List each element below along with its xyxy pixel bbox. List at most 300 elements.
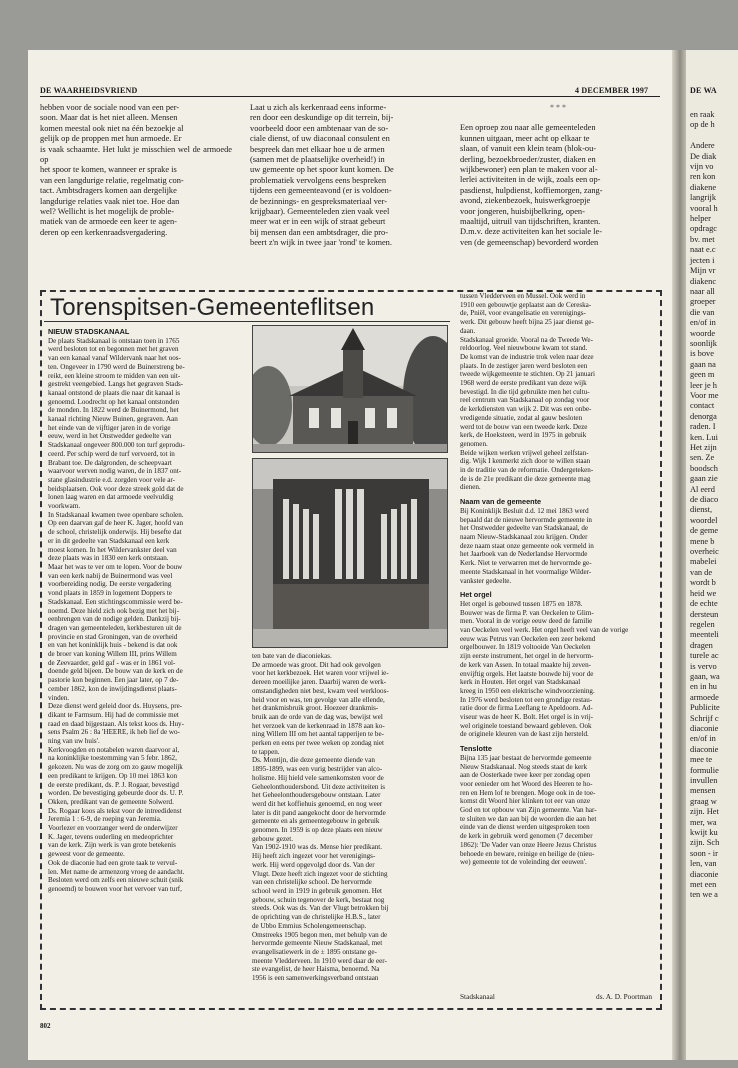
text-line (690, 131, 738, 141)
text-line: gaan na (690, 359, 716, 369)
text-line: gaan, wa (690, 671, 720, 681)
text-line: Maar het was te ver om te lopen. Voor de bouw (48, 562, 183, 571)
text-line: wordt b (690, 578, 716, 588)
church-photo (252, 325, 448, 453)
text-line: het Jaarboek van de Nederlandse Hervormde (460, 550, 588, 559)
text-line: reel centrum van Stadskanaal op zondag voor (460, 396, 590, 405)
text-line: envijftig orgels. Het laatste bouwde hij voor de (460, 669, 594, 678)
signature-place: Stadskanaal (460, 992, 495, 1001)
text-line: 1956 is een samenwerkingsverband ontstaan (252, 974, 379, 983)
text-line: mee te (690, 755, 713, 765)
text-line: kwijt ku (690, 828, 718, 838)
text-line: Stadskanaal ongeveer 800.000 ton turf geprodu- (48, 441, 185, 450)
text-line: kerk, de Hoeksteen, werd in 1975 in gebruik (460, 431, 587, 440)
church-illustration (253, 326, 448, 453)
text-line: vredigende situatie, zodat al gauw besloten (460, 413, 583, 422)
text-line: de Zeevaarder, geld gaf - was er in 1861 vol- (48, 658, 176, 667)
text-line: Kerk. Niet te verwarren met de hervormde ge- (460, 559, 592, 568)
text-line: len, van (690, 859, 717, 869)
text-line: heid voor en was, ten gevolge van alle ellende, (252, 695, 385, 704)
text-line: Mijn vr (690, 266, 716, 276)
text-line: die van (690, 307, 715, 317)
text-line: Vlugt. Deze heeft zich ingezet voor de stichting (252, 869, 388, 878)
text-line: tweede wijkgemeente te stichten. Op 21 januari (460, 370, 595, 379)
text-line: orgelbouwer. In 1819 voltooide Van Oeckelen (460, 643, 591, 652)
text-line: de broer van koning Willem III, prins Willem (48, 650, 177, 659)
text-line: dikant te Farmsum. Hij had de commissie met (48, 710, 179, 719)
text-line: bv. met (690, 234, 715, 244)
feature-column-3 (460, 292, 656, 867)
text-line: is bove (690, 349, 714, 359)
text-line: perken en eens per twee weken op zondag niet (252, 739, 384, 748)
text-line: naar all (690, 286, 715, 296)
text-line: dienen. (460, 483, 481, 492)
signature-name: ds. A. D. Poortman (596, 992, 652, 1001)
text-line: armoede (690, 692, 719, 702)
text-line: Ook de diaconie had een grote taak te vervul- (48, 858, 178, 867)
text-line: het drankmisbruik groot. Hoezeer drankmis- (252, 704, 379, 713)
text-line: Bij Koninklijk Besluit d.d. 12 mei 1863 werd (460, 506, 589, 515)
text-line: van een kerk nabij de Buinermond was veel (48, 571, 173, 580)
text-line: werd dit het koffiehuis genoemd, en nog weer (252, 799, 383, 808)
text-line: langdurige relaties vaak niet toe. Hoe dan (40, 196, 180, 206)
text-line: Bouwer was de firma P. van Oeckelen te Glim- (460, 608, 594, 617)
text-line: mene b (690, 536, 715, 546)
text-line: ven (de gemeenschap) bevorderd worden (460, 237, 599, 247)
text-line: dig. Wijk I kenmerkt zich door te willen staan (460, 457, 591, 466)
text-line: geen m (690, 370, 715, 380)
text-line: slaan, of vanuit een klein team (blok-ou- (460, 144, 597, 154)
text-line: eeuw was Petrus van Oeckelen een zeer bekend (460, 634, 596, 643)
text-line: tact. Ambtsdragers komen aan dergelijke (40, 186, 177, 196)
text-line: Jeremia 1 : 6-9, de roeping van Jeremia. (48, 815, 162, 824)
text-line: langrijk (690, 193, 717, 203)
text-line: op de h (690, 120, 715, 130)
text-line: genomen. (460, 439, 488, 448)
text-line: dragen van gemeenteleden, kerkbesturen uit de (48, 623, 182, 632)
text-line: ren kon (690, 172, 716, 182)
text-line: reikt, een kleine stroom te midden van een uit- (48, 371, 181, 380)
text-line: bruik aan de orde van de dag was, bewijst wel (252, 712, 383, 721)
text-line: krijgbaar). Gemeenteleden zien vaak veel (250, 207, 390, 217)
text-line: D.m.v. deze activiteiten kan het sociale le- (460, 227, 603, 237)
text-line: contact (690, 401, 715, 411)
text-line: diaconie (690, 869, 719, 879)
text-line: voorbeeld door een ambtenaar van de so- (250, 123, 389, 133)
text-line: opdragc (690, 224, 717, 234)
text-line: de originele kleuren van de kast zijn hersteld. (460, 730, 589, 739)
text-line: steeds. Ook was ds. Van der Vlugt betrokken bij (252, 904, 389, 913)
page-number: 802 (40, 1022, 51, 1030)
text-line: Beide wijken werken vrijwel geheel zelfstan- (460, 448, 589, 457)
text-line: ten bate van de diaconiekas. (252, 652, 332, 660)
header-date: 4 DECEMBER 1997 (575, 86, 649, 95)
text-line: diakenc (690, 276, 717, 286)
text-line: het spoor te komen, wanneer er sprake is (40, 165, 177, 175)
text-line: het Geheelonthoudersgebouw ontstaan. Later (252, 791, 381, 800)
text-line: aan de Oosterkade twee keer per zondag open (460, 771, 591, 780)
text-line: worden. De bevestiging gebeurde door ds. U. P. (48, 789, 184, 798)
text-line: werk. Hij werd opgevolgd door ds. Van der (252, 860, 375, 869)
text-line: evangelisatiewerk in de ± 1895 ontstane ge- (252, 947, 377, 956)
text-line: diakene (690, 182, 717, 192)
text-line: bespreek dan met elkaar hoe u de armen (250, 144, 385, 154)
text-line: raad en daad bijgestaan. Als tekst koos ds. Huy- (48, 719, 184, 728)
text-line: kanaal ontstond de plaats die naar dit kanaal is (48, 388, 180, 397)
text-line: de eerste predikant, ds. P. J. Rogaar, bevestigd (48, 780, 179, 789)
text-line: genoemd. Loodrecht op het kanaal ontstonden (48, 397, 180, 406)
text-line: er in dit gedeelte van Stadskanaal een kerk (48, 536, 170, 545)
text-line: hervormde gemeente Nieuw Stadskanaal, met (252, 939, 383, 948)
text-line: van Oeckelen veel werk. Het orgel heeft veel van de vorige (460, 626, 629, 635)
text-line: Okken, predikant van de gemeente Solwerd. (48, 797, 174, 806)
text-line: later is dit pand aangekocht door de hervormde (252, 808, 386, 817)
text-line: De armoede was groot. Dit had ook gevolgen (252, 660, 381, 669)
text-line: cember 1862, kon de inwijdingsdienst plaats- (48, 684, 177, 693)
text-line: tussen Vledderveen en Mussel. Ook werd in (460, 292, 586, 300)
text-line: van de (690, 567, 713, 577)
text-line: en van het koninklijk huis - bekend is dat ook (48, 641, 178, 650)
text-line: wel? Wellicht is het mogelijk de proble- (40, 207, 175, 217)
text-line: soon - ir (690, 848, 718, 858)
text-line: woorde (690, 328, 716, 338)
text-line: stane glasindustrie e.d. zorgden voor vele ar- (48, 475, 175, 484)
text-line: wijkbewoner) een plan te maken voor al- (460, 165, 598, 175)
text-line: problematiek vervolgens eens bespreken (250, 175, 387, 185)
text-line: invullen (690, 776, 718, 785)
text-line: naam Nieuw-Stadskanaal zou krijgen. Onder (460, 532, 588, 541)
text-line: plaats. In de zestiger jaren werd besloten een (460, 361, 588, 370)
text-line: tijdens een gemeenteavond (er is voldoen- (250, 186, 392, 196)
text-line: van een kanaal vanaf Wildervank naar het oos- (48, 354, 181, 363)
text-line: Ds. Montijn, die deze gemeente diende van (252, 756, 375, 765)
text-line: naat e.c (690, 245, 716, 255)
text-line: (samen met de plaatselijke overheid!) in (250, 155, 385, 165)
text-line: God en tot opbouw van Zijn gemeente. Van har- (460, 806, 597, 815)
text-line: en raak (690, 110, 715, 119)
text-line: De plaats Stadskanaal is ontstaan toen in 1765 (48, 336, 180, 345)
text-line: deze naam staat onze gemeente ook vermeld in (460, 541, 594, 550)
text-line: Nieuw Stadskanaal. Nog steeds staat de kerk (460, 762, 588, 771)
text-line: Het zijn (690, 443, 717, 452)
text-line: vond plaats in 1859 in logement Doppers te (48, 589, 172, 598)
text-line: vankster gedeelte. (460, 576, 512, 585)
text-line: van een christelijke school. De hervormde (252, 878, 372, 887)
text-line: helper (690, 214, 711, 224)
text-line: voor eenieder om het Woord des Heeren te ho- (460, 779, 593, 788)
text-line: In 1976 werd besloten tot een grondige restau- (460, 695, 593, 704)
text-line: kanaal richting Nieuw Buinen, gegraven. Aan (48, 415, 178, 424)
text-line: mabelei (690, 557, 717, 567)
text-line: groeper (690, 297, 716, 307)
text-line: komst dit Woord hier klinken tot eer van onze (460, 797, 591, 806)
text-line: ning van uw huis'. (48, 737, 100, 746)
text-line: 1968 werd de eerste predikant van deze wijk (460, 379, 587, 388)
text-line: het verzoek van de kerkenraad in 1878 aan ko- (252, 721, 385, 730)
organ-photo (252, 458, 448, 648)
text-line: Laat u zich als kerkenraad eens informe- (250, 103, 387, 112)
text-line: De komst van de industrie trok velen naar deze (460, 352, 594, 361)
text-line: Geheelonthoudersbond. Uit deze activiteiten is (252, 782, 385, 791)
text-line: Bijna 135 jaar bestaat de hervormde gemeente (460, 753, 592, 762)
text-line: de oprichting van de christelijke H.B.S., later (252, 913, 381, 922)
signature (460, 992, 652, 1001)
text-line: de is de 21e predikant die deze gemeente mag (460, 474, 591, 483)
text-line: gemeente en als gemeentegebouw in gebruik (252, 817, 380, 826)
text-line: uw gemeente op het spoor kunt komen. De (250, 165, 394, 175)
text-line: voorbereiding nodig. De eerste vergadering (48, 580, 172, 589)
text-line: hebben voor de sociale nood van een per- (40, 103, 180, 112)
text-line: gelijk op de proppen met hun armoede. Er (40, 134, 182, 144)
text-line: gaan zie (690, 474, 718, 484)
text-line: kreeg in 1950 een elektrische windvoorziening. (460, 686, 595, 695)
text-line: het einde van de vijftiger jaren in de vorige (48, 423, 171, 432)
text-line: men. Vooral in de vorige eeuw deed de familie (460, 617, 593, 626)
text-line: meente Vledderveen. In 1910 werd daar de eer- (252, 956, 387, 965)
text-line: Publicite (690, 703, 720, 713)
text-line: een predikant te krijgen. Op 10 mei 1863 kon (48, 771, 178, 780)
text-line: in de traditie van de reformatie. Ondergeteken- (460, 466, 594, 475)
text-line: len. Met name de armenzorg vroeg de aandacht. (48, 867, 185, 876)
text-line: kerk in Houten. Het orgel van Stadskanaal (460, 678, 581, 687)
text-line: boodsch (690, 463, 718, 473)
text-line: derling, bezoekbroeder/zuster, diaken en (460, 154, 596, 164)
text-line: ratie door de firma Leeflang te Apeldoorn. Ad- (460, 704, 593, 713)
text-line: genomen. In 1959 is op deze plaats een nieuw (252, 826, 383, 835)
text-line: deren op een kerkenraadsvergadering. (40, 227, 168, 237)
text-line: met een (690, 880, 717, 890)
text-line: te tappen. (252, 747, 280, 756)
intro-column-1 (40, 103, 232, 238)
text-line: komen meestal ook niet na één bezoekje al (40, 123, 184, 133)
text-line: het Onstwedder gedeelte van Stadskanaal, de (460, 524, 589, 533)
text-line: te sluiten we dan aan bij de woorden die aan het (460, 814, 597, 823)
text-line: vooral h (690, 203, 718, 213)
text-line: ning Willem III om het aantal tapperijen te be- (252, 730, 384, 739)
text-line: Deze dienst werd geleid door ds. Huysens, pre- (48, 702, 183, 711)
text-line: school werd in 1919 in gebruik genomen. Het (252, 886, 383, 895)
text-line: voor het kerkbezoek. Het waren voor vrijwel ie- (252, 669, 389, 678)
text-line: is vervo (690, 661, 717, 671)
text-line: voorkwam. (48, 502, 81, 511)
text-line: vijn vo (690, 162, 714, 172)
text-line: is vaak schaamte. Het lukt je misschien wel de armoede op (40, 144, 232, 165)
text-line: pasdienst, hulpdienst, koffiemorgen, zang- (460, 185, 603, 195)
text-line: beidsplaatsen. Ook voor deze streek gold dat de (48, 484, 184, 493)
text-line: Kerkvoogden en notabelen waren daarvoor al, (48, 745, 180, 754)
text-line: soon. Maar dat is het niet alleen. Mensen (40, 113, 178, 123)
text-line: de Ubbo Emmius Scholengemeenschap. (252, 921, 367, 930)
intro-column-2 (250, 103, 448, 249)
text-line: denorga (690, 411, 717, 421)
text-line: sen. Ze (690, 453, 715, 463)
section-heading: Naam van de gemeente (460, 497, 542, 507)
text-line: Brabant toe. De dalgronden, de scheepvaart (48, 458, 172, 467)
intro-column-3 (460, 103, 656, 248)
text-line: vinden. (48, 693, 70, 702)
text-line: zijn. Het (690, 807, 719, 817)
text-line: mer, wa (690, 817, 717, 827)
text-line: zijn eerste instrument, het orgel in de hervorm- (460, 652, 594, 661)
text-line: bij mensen dan een ambtsdrager, die pro- (250, 227, 389, 237)
text-line: werk. Dit gebouw heeft bijna 25 jaar dienst ge- (460, 318, 594, 327)
text-line: genoemd) te bouwen voor het vervoer van turf, (48, 885, 182, 893)
text-line: bepaald dat de nieuwe hervormde gemeente in (460, 515, 592, 524)
text-line: Van 1902-1910 was ds. Mense hier predikant. (252, 843, 383, 852)
text-line: Op een daarvan gaf de heer K. Jager, hoofd van (48, 519, 184, 528)
text-line: en/of in (690, 734, 716, 744)
text-line: voor jongeren, huisbijbelkring, open- (460, 206, 585, 216)
text-line: Hij heeft zich ingezet voor het verenigings- (252, 852, 376, 861)
text-line: Voorlezer en voorzanger werd de onderwijzer (48, 824, 178, 833)
text-line: diaconie (690, 744, 719, 754)
text-line: kunnen uitgaan, meer acht op elkaar te (460, 133, 590, 143)
text-line: avond, ziekenbezoek, huiswerkgroepje (460, 196, 591, 206)
text-line: meente Stadskanaal in het voormalige Wilder- (460, 567, 592, 576)
text-line: daan. (460, 326, 476, 335)
text-line: ren door een deskundige op dit terrein, bij- (250, 113, 394, 123)
text-line: sens Psalm 26 : 8a 'HEERE, ik heb lief de wo- (48, 728, 180, 737)
right-page-header: DE WA (690, 86, 717, 95)
text-line: en in hu (690, 682, 717, 692)
text-line: de kerkdiensten van wijk 2. Dit was een onbe- (460, 405, 592, 414)
text-line: zijn. Sch (690, 838, 720, 848)
text-line: jecten i (690, 255, 715, 265)
text-line: lerlei activiteiten in de wijk, zoals een op- (460, 175, 601, 185)
text-line: ceerd. Per schip werd de turf vervoerd, tot in (48, 449, 175, 458)
text-line: gebouw, schuin tegenover de kerk, bestaat nog (252, 895, 385, 904)
text-line: dienst, (690, 505, 713, 515)
text-line: eenbrengen van de nodige gelden. Dankzij bij- (48, 615, 181, 624)
text-line: Omstreeks 1905 begon men, met behulp van de (252, 930, 388, 939)
text-line: noemd. Deze hield zich ook bezig met het bij- (48, 606, 179, 615)
text-line: graag w (690, 796, 717, 806)
text-line: 1910 een gebouwtje geplaatst aan de Cereska- (460, 300, 592, 309)
text-line: gekozen. Nu was de zorg om zo gauw mogelijk (48, 763, 183, 772)
text-line: geweest voor de gemeente. (48, 850, 125, 859)
text-line: diaconie (690, 723, 719, 733)
text-line: de kerk in gebruik werd genomen (7 december (460, 832, 593, 841)
text-line: moest komen. In het Wildervankster deel van (48, 545, 177, 554)
text-line: waarvoor werven nodig waren, de in 1837 ont- (48, 467, 182, 476)
text-line: maaltijd, uitruil van tijdschriften, kranten. (460, 217, 601, 227)
text-line: ste evangelist, de heer Haisma, benoemd. Na (252, 965, 380, 974)
text-line: Ds. Rogaar koos als tekst voor de intreedidenst (48, 806, 182, 815)
text-line: 1862): 'De Vader van onze Heere Jezus Christus (460, 840, 597, 849)
text-line: ren en Hem lof te brengen. Moge ook in de toe- (460, 788, 596, 797)
text-line: eeuw, werd in het Onstwedder gedeelte van (48, 432, 172, 441)
text-line: Andere (690, 141, 715, 151)
header-rule (40, 96, 660, 97)
text-line: ken. Lui (690, 432, 718, 442)
text-line: 1895-1899, was een vurig bestrijder van alco- (252, 765, 383, 774)
section-heading: NIEUW STADSKANAAL (48, 327, 130, 336)
text-line: Al eerd (690, 484, 715, 494)
text-line: ten we a (690, 890, 718, 900)
text-line: Het orgel is gebouwd tussen 1875 en 1878. (460, 599, 583, 608)
text-line: holisme. Hij hield vele samenkomsten voor de (252, 773, 384, 782)
text-line: van een langdurige relatie, regelmatig con- (40, 175, 184, 185)
text-line: de bezinnings- en gespreksmateriaal ver- (250, 196, 388, 206)
text-line: raden. I (690, 422, 716, 432)
text-line: werd besloten tot en begonnen met het graven (48, 345, 179, 354)
section-heading: Tenslotte (460, 744, 492, 754)
feature-column-2 (252, 652, 448, 983)
text-line: wel originele toestand bewaard gebleven. Ook (460, 721, 592, 730)
text-line: en/of in (690, 318, 716, 328)
text-line: woordel (690, 515, 718, 525)
feature-title: Torenspitsen-Gemeenteflitsen (50, 294, 375, 321)
text-line: Besloten werd om zelfs een nieuwe schuit (snik (48, 876, 184, 885)
text-line: mensen (690, 786, 716, 796)
text-line: dersteun (690, 609, 719, 619)
text-line: de echte (690, 599, 718, 609)
text-line: ciale dienst, of uw diaconaal consulent en (250, 134, 390, 144)
text-line: reldoorlog. Veel nieuwbouw kwam tot stand. (460, 344, 588, 353)
text-line: na koninklijke toestemming van 5 febr. 1862, (48, 754, 177, 763)
text-line: leer je h (690, 380, 717, 390)
text-line: meenteli (690, 630, 719, 640)
text-line: Stadskanaal. Een stichtingscommissie werd be- (48, 597, 183, 606)
text-line: De diak (690, 151, 717, 161)
text-line: de kerk van Assen. In totaal maakte hij zeven- (460, 660, 591, 669)
text-line: de geme (690, 526, 719, 536)
text-line: meer wat er in een wijk of straat gebeurt (250, 217, 386, 227)
text-line: overheic (690, 547, 719, 557)
text-line: werd tot de bouw van een tweede kerk. Deze (460, 422, 588, 431)
text-line: de diaco (690, 495, 719, 505)
text-line: soonlijk (690, 338, 717, 348)
text-line: gestrekt veengebied. Langs het gegraven Stads- (48, 380, 184, 389)
text-line: bevestigd. In die tijd gebruikte men het cultu- (460, 387, 590, 396)
text-line: lonen laag waren en dat armoede veelvuldig (48, 493, 174, 502)
text-line: behoede en beware, reinige en heilige de (nieu- (460, 849, 595, 858)
text-line: formulie (690, 765, 719, 775)
text-line: viseur was de heer K. Bolt. Het orgel is in vrij- (460, 713, 594, 722)
text-line: Schrijf c (690, 713, 719, 723)
text-line: de, Pniël, voor evangelisatie en verenigings- (460, 309, 586, 318)
right-page-column (690, 110, 738, 901)
text-line: Stadskanaal groeide. Vooral na de Tweede We- (460, 335, 593, 344)
text-line: Een oproep zou naar alle gemeenteleden (460, 123, 596, 133)
text-line: heid we (690, 588, 717, 598)
running-header: DE WAARHEIDSVRIEND (40, 86, 138, 95)
text-line: omstandigheden niet best, kwam veel werkloos- (252, 686, 389, 695)
organ-illustration (253, 459, 448, 648)
text-line: matiek van de armoede een keer te agen- (40, 217, 177, 227)
section-separator: * * * (550, 103, 566, 112)
text-line: we) gemeente tot de voleinding der eeuwen'. (460, 858, 587, 867)
feature-column-1 (48, 325, 244, 894)
section-heading: Het orgel (460, 590, 492, 600)
text-line: dragen (690, 640, 713, 650)
text-line: dereen moeilijke jaren. Daarbij waren de werk- (252, 678, 387, 687)
text-line: einde van de dienst werden uitgesproken toen (460, 823, 590, 832)
text-line: provincie en stad Groningen, van de overheid (48, 632, 178, 641)
text-line: de school, christelijk onderwijs. Hij besefte dat (48, 528, 182, 537)
text-line: beert z'n wijk in twee jaar 'rond' te komen. (250, 238, 392, 248)
text-line: gebouw gezet. (252, 834, 293, 843)
text-line: ten. Ongeveer in 1790 werd de Buinerstreng be- (48, 362, 185, 371)
text-line: turele ac (690, 651, 719, 661)
text-line: de monden. In 1822 werd de Buinermond, het (48, 406, 179, 415)
text-line: Voor me (690, 390, 719, 400)
text-line: pastorie kon beginnen. Een jaar later, op 7 de- (48, 676, 179, 685)
text-line: van de kerk. Zijn werk is van grote betekenis (48, 841, 176, 850)
text-line: doende geld bijeen. De bouw van de kerk en de (48, 667, 183, 676)
text-line: regelen (690, 619, 715, 629)
right-page-edge (686, 50, 738, 1060)
